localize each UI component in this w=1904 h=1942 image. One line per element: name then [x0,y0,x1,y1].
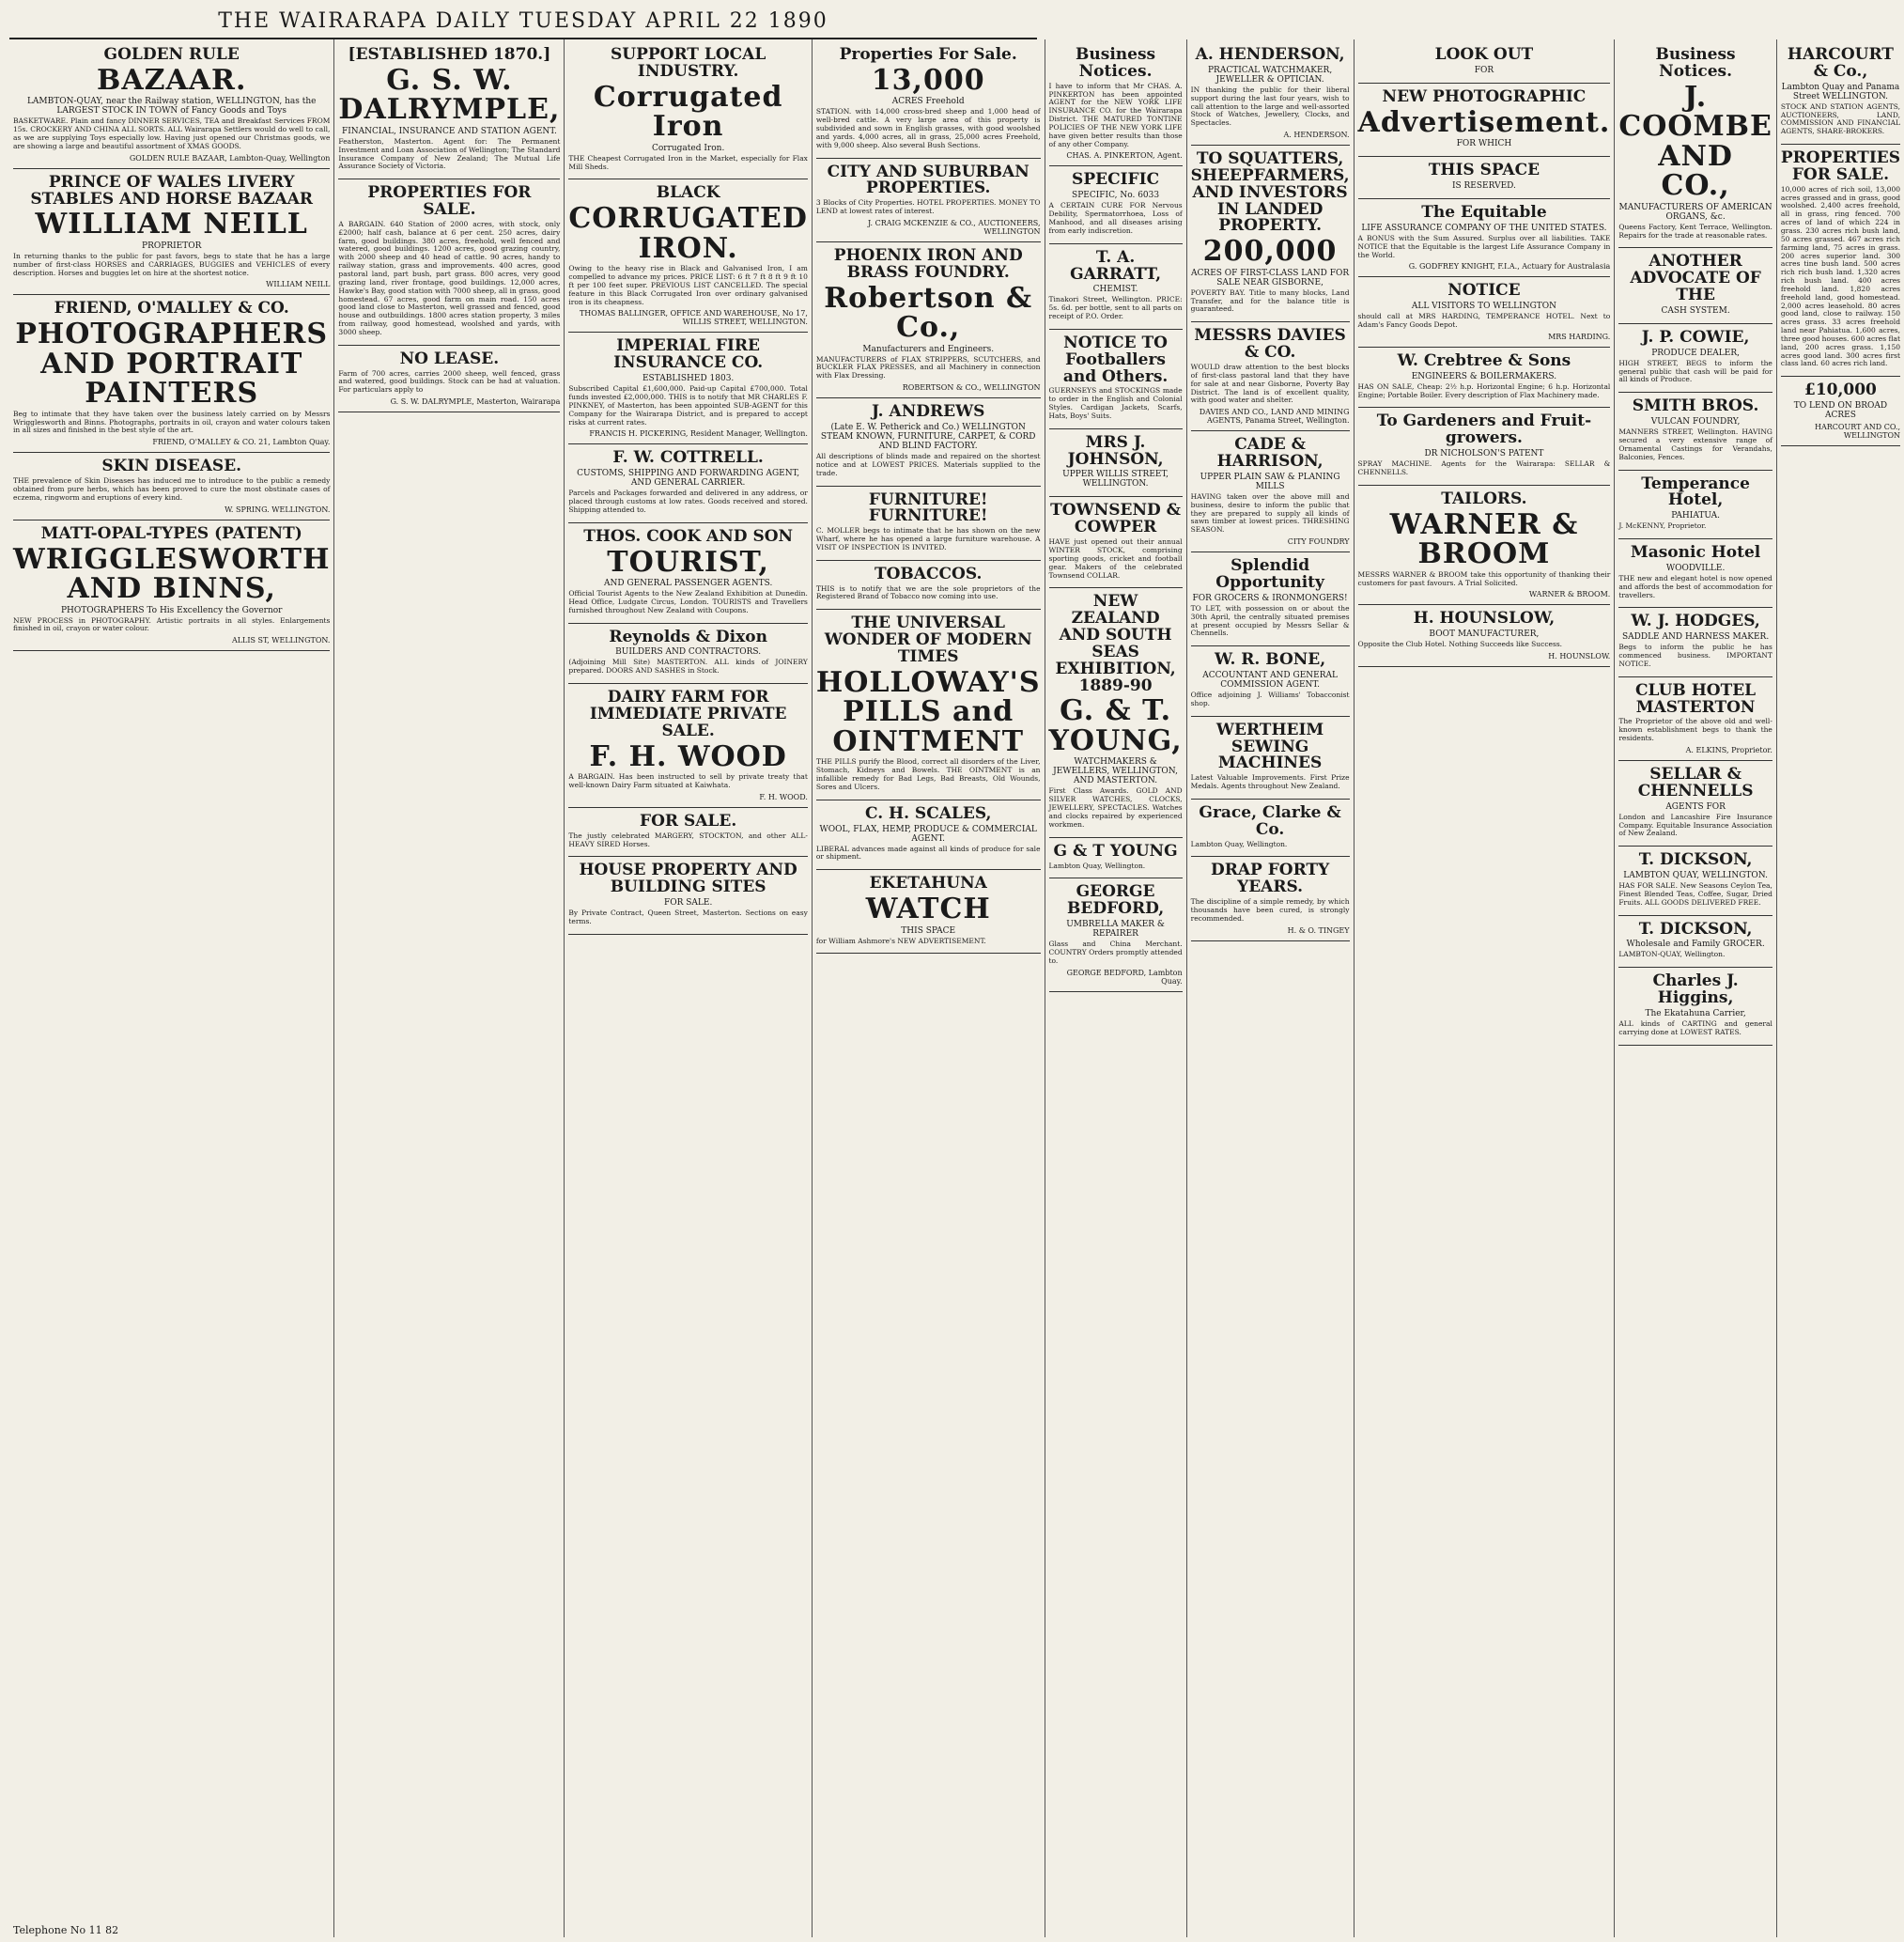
advertisement [338,41,560,179]
ad-subheading: UPPER PLAIN SAW & PLANING MILLS [1200,472,1340,491]
column-6 [1187,39,1354,1937]
advertisement [816,800,1041,871]
ad-subheading: FOR WHICH [1456,139,1512,149]
ad-subheading: TO LEND ON BROAD ACRES [1793,401,1888,421]
ad-heading: Grace, Clarke & Co. [1199,802,1341,839]
advertisement [1049,166,1183,243]
ad-body: Parcels and Packages forwarded and delivered in any address, or placed through customs at low rates. Goods received and stored. Shipping attended to. [568,489,808,514]
ad-heading: Business Notices. [1655,45,1736,81]
ad-heading: WERTHEIM SEWING MACHINES [1215,720,1324,773]
column-7 [1354,39,1616,1937]
advertisement [816,870,1041,954]
ad-signature: A. ELKINS, Proprietor. [1685,746,1772,754]
advertisement [1358,605,1611,667]
ad-subheading: ENGINEERS & BOILERMAKERS. [1411,371,1557,381]
ad-title: WATCH [865,893,991,926]
ad-body: ALL kinds of CARTING and general carrying done at LOWEST RATES. [1618,1018,1772,1036]
ad-body: HAS ON SALE, Cheap: 2½ h.p. Horizontal Engine; 6 h.p. Horizontal Engine; Portable Boiler. Every description of Flax Machinery made. [1357,381,1611,399]
ad-body: LAMBTON-QUAY, Wellington. [1618,950,1726,959]
ad-body: HAVE just opened out their annual WINTER STOCK, comprising sporting goods, cricket and football gear. Makers of the celebrated Townsend COLLAR. [1048,537,1183,580]
ad-heading: HOUSE PROPERTY AND BUILDING SITES [579,861,797,897]
advertisement [1049,588,1183,837]
advertisement [338,346,560,412]
ad-body: 3 Blocks of City Properties. HOTEL PROPERTIES. MONEY TO LEND at lowest rates of interest. [815,198,1041,216]
advertisement [1358,486,1611,606]
ad-subheading: ACCOUNTANT AND GENERAL COMMISSION AGENT. [1202,671,1338,691]
advertisement [1358,348,1611,409]
ad-subheading: PAHIATUA. [1671,511,1720,521]
advertisement [1618,761,1772,847]
ad-heading: SMITH BROS. [1632,396,1759,416]
columns [9,39,1901,1937]
ad-heading: NOTICE TO Footballers and Others. [1062,333,1169,386]
ad-signature: WILLIAM NEILL [266,280,331,289]
ad-subheading: CUSTOMS, SHIPPING AND FORWARDING AGENT, AND GENERAL CARRIER. [577,469,800,489]
ad-subheading: Wholesale and Family GROCER. [1626,940,1765,950]
ad-subheading: ACRES OF FIRST-CLASS LAND FOR SALE NEAR GISBORNE, [1191,268,1350,287]
ad-heading: W. Crebtree & Sons [1397,350,1571,370]
ad-title: BAZAAR. [96,63,247,97]
advertisement [816,561,1041,611]
ad-body: The Proprietor of the above old and well-known establishment begs to thank the residents. [1618,717,1772,743]
column-8 [1615,39,1777,1937]
ad-body: All descriptions of blinds made and repaired on the shortest notice and at LOWEST PRICES. Materials supplied to the trade. [815,452,1041,477]
ad-heading: SELLAR & CHENNELLS [1637,765,1754,800]
ad-heading: THOS. COOK AND SON [583,526,794,546]
ad-subheading: WATCHMAKERS & JEWELLERS, WELLINGTON, AND MASTERTON. [1053,757,1178,786]
ad-heading: TAILORS. [1441,489,1527,508]
ad-signature: HARCOURT AND CO., WELLINGTON [1815,423,1901,441]
ad-title: CORRUGATED IRON. [568,202,808,265]
advertisement [1618,968,1772,1045]
ad-subheading: MANUFACTURERS OF AMERICAN ORGANS, &c. [1618,202,1772,222]
ad-subheading: DR NICHOLSON'S PATENT [1424,449,1544,459]
masthead-title: THE WAIRARAPA DAILY TUESDAY APRIL 22 1890 [218,8,828,33]
ad-body: SPRAY MACHINE. Agents for the Wairarapa: SELLAR & CHENNELLS. [1357,459,1611,476]
ad-heading: LOOK OUT [1434,45,1534,64]
ad-body: THE PILLS purify the Blood, correct all disorders of the Liver, Stomach, Kidneys and Bowels. THE OINTMENT is an infallible remedy for Bad Legs, Bad Breasts, Old Wounds, Sores and Ulcers. [815,757,1041,791]
ad-heading: J. ANDREWS [871,402,985,422]
advertisement [568,857,808,934]
ad-subheading: PRACTICAL WATCHMAKER, JEWELLER & OPTICIAN. [1207,65,1333,85]
ad-heading: £10,000 [1804,381,1877,400]
ad-body: A BARGAIN. 640 Station of 2000 acres, with stock, only £2000; half cash, balance at 6 per cent. 250 acres, dairy farm, good buildings. 380 acres, freehold, well fenced and watered, good buildings. 1200 acres, good grazing country, with 2000 sheep and 40 head of cattle. 90 acres, handy to railway station, grass and improvements. 400 acres, good pastoral land, part bush, part grass. 800 acres, very good grazing land, river frontage, good buildings. 12,000 acres, Hawke's Bay, good station with 7000 sheep, all in grass, good homestead. 67 acres, good farm on main road. 150 acres good land close to Masterton, well grassed and fenced, good house and outbuildings. 1800 acres station property, 3 miles from railway, good homestead, woolshed and yards, with 3000 sheep. [338,219,561,336]
ad-subheading: SPECIFIC, No. 6033 [1072,191,1160,201]
ad-heading: GEORGE BEDFORD, [1067,882,1165,919]
ad-body: WOULD draw attention to the best blocks of first-class pastoral land that they have for sale at and near Gisborne, Poverty Bay District. The land is of excellent quality, with good water and shelter. [1190,363,1350,405]
advertisement [1618,608,1772,676]
ad-subheading: ALL VISITORS TO WELLINGTON [1411,302,1557,312]
ad-heading: FURNITURE! FURNITURE! [868,489,988,526]
ad-heading: GOLDEN RULE [103,45,240,64]
ad-signature: GOLDEN RULE BAZAAR, Lambton-Quay, Wellington [129,153,331,163]
ad-body: C. MOLLER begs to intimate that he has shown on the new Wharf, where he has opened a large furniture warehouse. A VISIT OF INSPECTION IS INVITED. [815,526,1041,552]
ad-signature: FRANCIS H. PICKERING, Resident Manager, Wellington. [589,429,808,439]
ad-body: 10,000 acres of rich soil, 13,000 acres grassed and in grass, good woolshed. 2,400 acres freehold, all in grass, ring fenced. 700 acres of land of which 224 in grass. 230 acres rich bush land, 50 acres grassed. 467 acres rich farming land, 75 acres in grass. 200 acres superior land. 300 acres tine bush land. 500 acres rich rich bush land. 1,320 acres rich bush land. 400 acres freehold land. 1,820 acres freehold land, good homestead. 2,000 acres leasehold. 80 acres good land, close to railway. 150 acres grass. 33 acres freehold land near Pahiatua. 1,600 acres, three good houses. 600 acres flat land, 200 acres grass. 1,150 acres good land. 300 acres first class land. 60 acres rich land. [1780,184,1901,368]
advertisement [1358,277,1611,348]
ad-heading: PROPERTIES FOR SALE. [367,183,532,220]
advertisement [816,242,1041,398]
column-9 [1777,39,1904,1937]
ad-signature: THOMAS BALLINGER, OFFICE AND WAREHOUSE, No 17, WILLIS STREET, WELLINGTON. [579,309,808,327]
ad-signature: WARNER & BROOM. [1528,590,1611,599]
advertisement [1049,497,1183,588]
ad-body: A BONUS with the Sum Assured. Surplus over all liabilities. TAKE NOTICE that the Equitable is the largest Life Assurance Company in the World. [1357,233,1611,259]
ad-heading: Properties For Sale. [839,45,1017,64]
ad-heading: T. DICKSON, [1638,919,1753,939]
advertisement [1191,857,1350,940]
ad-subheading: FOR [1474,65,1494,75]
ad-signature: DAVIES AND CO., LAND AND MINING AGENTS, Panama Street, Wellington. [1199,408,1350,426]
ad-title: Corrugated Iron [593,80,783,144]
ad-subheading: PROPRIETOR [142,241,202,251]
ad-subheading: Lambton Quay and Panama Street WELLINGTON. [1781,82,1900,101]
advertisement [338,179,560,346]
ad-heading: The Equitable [1421,203,1547,223]
ad-signature: A. HENDERSON. [1283,131,1350,140]
advertisement [1358,157,1611,199]
ad-heading: SPECIFIC [1072,170,1160,190]
ad-heading: G & T YOUNG [1053,841,1178,861]
ad-body: Opposite the Club Hotel. Nothing Succeeds like Success. [1357,640,1563,649]
ad-title: WRIGGLESWORTH AND BINNS, [13,542,331,606]
advertisement [1781,41,1900,145]
ad-signature: H. HOUNSLOW. [1548,652,1611,661]
ad-body: HIGH STREET, BEGS to inform the general public that cash will be paid for all kinds of Produce. [1618,358,1772,384]
ad-body: Featherston, Masterton. Agent for: The Permanent Investment and Loan Association of Wellington; The Standard Insurance Company of New Zealand; The Mutual Life Assurance Society of Victoria. [338,136,561,171]
ad-body: Lambton Quay, Wellington. [1190,839,1288,848]
ad-body: MANNERS STREET, Wellington. HAVING secured a very extensive range of Ornamental Castings for Verandahs, Balconies, Fences. [1618,427,1772,461]
advertisement [1618,847,1772,915]
ad-body: BASKETWARE. Plain and fancy DINNER SERVICES, TEA and Breakfast Services FROM 15s. CROCKERY AND CHINA ALL SORTS. ALL Wairarapa Settlers would do well to call, as we are supplying Toys especially low. Having just opened our Christmas goods, we are showing a large and beautiful assortment of XMAS GOODS. [13,117,331,150]
advertisement [1191,552,1350,646]
ad-body: Begs to inform the public he has commenced business. IMPORTANT NOTICE. [1618,643,1772,668]
ad-heading: HARCOURT & Co., [1787,45,1894,81]
ad-body: Lambton Quay, Wellington. [1048,861,1146,870]
ad-subheading: LAMBTON-QUAY, near the Railway station, WELLINGTON, has the LARGEST STOCK IN TOWN of Fancy Goods and Toys [26,97,317,117]
advertisement [816,41,1041,159]
advertisement [13,520,330,652]
ad-body: Office adjoining J. Williams' Tobacconist shop. [1190,691,1350,707]
ad-heading: C. H. SCALES, [864,803,992,823]
ad-signature: ALLIS ST, WELLINGTON. [231,636,331,645]
ad-heading: FRIEND, O'MALLEY & CO. [54,299,289,318]
ad-title: WARNER & BROOM [1389,507,1579,571]
advertisement [568,41,808,179]
ad-body: should call at MRS HARDING, TEMPERANCE HOTEL. Next to Adam's Fancy Goods Depot. [1357,312,1611,330]
ad-heading: PROPERTIES FOR SALE. [1780,148,1901,184]
ad-body: Owing to the heavy rise in Black and Galvanised Iron, I am compelled to advance my prices. PRICE LIST: 6 ft 7 ft 8 ft 9 ft 10 ft per 100 feet super. PREVIOUS LIST CANCELLED. The special feature in this Black Corrugated Iron over ordinary galvanised iron is its cheapness. [568,264,808,306]
ad-heading: FOR SALE. [640,811,737,831]
advertisement [1618,471,1772,540]
advertisement [568,808,808,858]
ad-signature: ROBERTSON & CO., WELLINGTON [902,383,1041,393]
advertisement [1618,677,1772,761]
ad-body: THE prevalence of Skin Diseases has induced me to introduce to the public a remedy obtained from pure herbs, which has been proved to cure the most obstinate cases of eczema, ringworm and eruptions of every kind. [13,476,331,502]
ad-signature: H. & O. TINGEY [1287,925,1350,935]
advertisement [1191,431,1350,552]
ad-subheading: BUILDERS AND CONTRACTORS. [615,647,762,658]
advertisement [1781,145,1900,377]
column-5 [1045,39,1187,1937]
ad-subheading: LIFE ASSURANCE COMPANY OF THE UNITED STATES. [1361,223,1607,233]
ad-heading: PRINCE OF WALES LIVERY STABLES AND HORSE BAZAAR [30,172,314,209]
ad-heading: A. HENDERSON, [1195,45,1345,64]
ad-heading: TOBACCOS. [874,564,983,583]
ad-heading: CADE & HARRISON, [1216,435,1324,472]
ad-subheading: PRODUCE DEALER, [1651,348,1740,358]
ad-signature: G. GODFREY KNIGHT, F.I.A., Actuary for Australasia [1408,262,1611,272]
ad-body: Subscribed Capital £1,600,000. Paid-up Capital £700,000. Total funds invested £2,000,000. THIS is to notify that MR CHARLES F. PINKNEY, of Masterton, has been appointed SUB-AGENT for this Company for the Wairarapa District, and is prepared to accept risks at current rates. [568,384,808,427]
ad-body: In returning thanks to the public for past favors, begs to state that he has a large number of first-class HORSES and CARRIAGES, BUGGIES and VEHICLES of every description. Horses and buggies let on hire at the shortest notice. [13,251,331,277]
advertisement [1618,539,1772,608]
ad-signature: CHAS. A. PINKERTON, Agent. [1066,151,1183,161]
ad-title: G. & T. YOUNG, [1048,694,1183,757]
ad-body: Glass and China Merchant. COUNTRY Orders promptly attended to. [1048,940,1183,965]
ad-body: A BARGAIN. Has been instructed to sell by private treaty that well-known Dairy Farm situated at Kaiwhata. [568,772,808,789]
ad-title: G. S. W. DALRYMPLE, [338,63,561,127]
ad-heading: BLACK [656,183,720,203]
ad-subheading: PHOTOGRAPHERS To His Excellency the Governor [60,605,283,615]
advertisement [1049,838,1183,879]
advertisement [1049,878,1183,991]
ad-heading: DRAP FORTY YEARS. [1210,861,1330,897]
ad-body: THE new and elegant hotel is now opened and affords the best of accommodation for travellers. [1618,573,1772,599]
ad-body: POVERTY BAY. Title to many blocks, Land Transfer, and for the balance title is guaranteed. [1190,287,1350,314]
ad-heading: Splendid Opportunity [1215,556,1324,592]
advertisement [1191,800,1350,858]
ad-title: WILLIAM NEILL [35,208,308,241]
ad-title: TOURIST, [607,545,769,579]
ad-body: By Private Contract, Queen Street, Masterton. Sections on easy terms. [568,909,808,925]
ad-subheading: Corrugated Iron. [651,143,725,153]
advertisement [568,684,808,808]
ad-heading: NEW ZEALAND AND SOUTH SEAS EXHIBITION, 1889-90 [1055,592,1176,695]
ad-subheading: SADDLE AND HARNESS MAKER. [1621,632,1770,643]
ad-heading: Charles J. Higgins, [1652,971,1739,1008]
ad-body: A CERTAIN CURE FOR Nervous Debility, Spermatorrhoea, Loss of Manhood, and all diseases arising from early indiscretion. [1048,201,1183,235]
ad-body: The discipline of a simple remedy, by which thousands have been cured, is strongly recommended. [1190,897,1350,923]
ad-heading: J. P. COWIE, [1641,327,1750,347]
ad-subheading: The Ekatahuna Carrier, [1645,1008,1746,1018]
advertisement [1049,41,1183,166]
ad-body: STOCK AND STATION AGENTS, AUCTIONEERS, LAND, COMMISSION AND FINANCIAL AGENTS, SHARE-BROKERS. [1780,101,1901,136]
advertisement [568,523,808,624]
ad-body: for William Ashmore's NEW ADVERTISEMENT. [815,936,986,945]
ad-heading: T. DICKSON, [1638,850,1753,870]
advertisement [13,169,330,296]
ad-title: HOLLOWAY'S PILLS and OINTMENT [815,665,1041,758]
ad-signature: G. S. W. DALRYMPLE, Masterton, Wairarapa [390,397,561,407]
ad-subheading: AGENTS FOR [1665,801,1726,812]
ad-heading: EKETAHUNA [869,874,987,893]
ad-heading: To Gardeners and Fruit-growers. [1376,412,1592,448]
ad-body: I have to inform that Mr CHAS. A. PINKERTON has been appointed AGENT for the NEW YORK LIFE INSURANCE CO. for the Wairarapa District. THE MATURED TONTINE POLICIES OF THE NEW YORK LIFE have given better results than those of any other Company. [1048,81,1183,148]
ad-subheading: FINANCIAL, INSURANCE AND STATION AGENT. [341,126,557,136]
ad-heading: NOTICE [1447,281,1521,301]
advertisement [1358,41,1611,84]
ad-body: GUERNSEYS and STOCKINGS made to order in the English and Colonial Styles. Cardigan Jackets, Scarfs, Hats, Boys' Suits. [1048,386,1183,420]
ad-subheading: WOODVILLE. [1665,563,1726,573]
advertisement [816,487,1041,561]
ad-title: J. COOMBE AND CO., [1618,80,1772,203]
ad-subheading: VULCAN FOUNDRY, [1650,417,1741,427]
advertisement [1049,429,1183,498]
ad-heading: DAIRY FARM FOR IMMEDIATE PRIVATE SALE. [589,688,787,740]
ad-heading: MATT-OPAL-TYPES (PATENT) [40,523,302,543]
masthead [9,4,1037,39]
ad-subheading: ESTABLISHED 1803. [642,374,735,384]
ad-subheading: FOR SALE. [663,898,713,909]
ad-title: F. H. WOOD [589,739,787,773]
ad-body: NEW PROCESS in PHOTOGRAPHY. Artistic portraits in all styles. Enlargements finished in oil, crayon or water colour. [13,615,331,633]
advertisement [13,41,330,169]
advertisement [1358,408,1611,485]
ad-heading: THIS SPACE [1428,161,1540,180]
advertisement [1781,377,1900,446]
advertisement [1191,646,1350,717]
ad-heading: Business Notices. [1076,45,1156,81]
advertisement [13,295,330,453]
ad-subheading: FOR GROCERS & IRONMONGERS! [1192,593,1348,603]
advertisement [568,179,808,333]
ad-heading: SUPPORT LOCAL INDUSTRY. [610,45,766,81]
ad-title: Robertson & Co., [824,281,1033,345]
ad-heading: TOWNSEND & COWPER [1050,501,1182,537]
column-2 [334,39,565,1937]
ad-heading: W. R. BONE, [1215,650,1326,670]
ad-body: The justly celebrated MARGERY, STOCKTON, and other ALL-HEAVY SIRED Horses. [568,831,808,848]
ad-signature: CITY FOUNDRY [1287,537,1350,547]
advertisement [1618,916,1772,969]
advertisement [1358,84,1611,157]
ad-heading: MESSRS DAVIES & CO. [1194,326,1346,363]
ad-heading: T. A. GARRATT, [1070,247,1162,284]
ad-heading: SKIN DISEASE. [101,457,242,476]
advertisement [1618,248,1772,324]
ad-heading: IMPERIAL FIRE INSURANCE CO. [613,336,764,373]
ad-body: THIS is to notify that we are the sole proprietors of the Registered Brand of Tobacco now coming into use. [815,583,1041,601]
ad-subheading: AND GENERAL PASSENGER AGENTS. [603,579,773,589]
ad-body: Queens Factory, Kent Terrace, Wellington. Repairs for the trade at reasonable rates. [1618,222,1772,240]
advertisement [1618,324,1772,393]
ad-heading: CLUB HOTEL MASTERTON [1635,680,1757,717]
ad-heading: MRS J. JOHNSON, [1067,432,1164,469]
ad-subheading: CASH SYSTEM. [1661,305,1730,316]
ad-heading: CITY AND SUBURBAN PROPERTIES. [827,162,1029,198]
ad-subheading: BOOT MANUFACTURER, [1429,629,1540,640]
advertisement [1191,717,1350,800]
ad-body: THE Cheapest Corrugated Iron in the Market, especially for Flax Mill Sheds. [568,153,808,171]
advertisement [1049,244,1183,330]
ad-heading: W. J. HODGES, [1631,612,1760,631]
ad-body: STATION. with 14,000 cross-bred sheep and 1,000 head of well-bred cattle. A very large area of this property is subdivided and sown in English grasses, with good woolshed and yards. 4,000 acres, all in grass, 25,000 acres Freehold, with 9,000 sheep. Also several Bush Sections. [815,107,1041,149]
advertisement [816,610,1041,800]
folio-phone: Telephone No 11 82 [13,1924,119,1936]
advertisement [1049,330,1183,429]
ad-signature: FRIEND, O'MALLEY & CO. 21, Lambton Quay. [152,438,331,447]
ad-heading: F. W. COTTRELL. [612,448,764,468]
advertisement [568,624,808,685]
advertisement [13,453,330,520]
ad-subheading: (Late E. W. Petherick and Co.) WELLINGTON STEAM KNOWN, FURNITURE, CARPET, & CORD AND BLIND FACTORY. [820,423,1036,451]
advertisement [568,333,808,444]
ad-body: IN thanking the public for their liberal support during the last four years, wish to call attention to the large and well-assorted Stock of Watches, Jewellery, Clocks, and Spectacles. [1190,85,1350,128]
ad-body: MANUFACTURERS of FLAX STRIPPERS, SCUTCHERS, and BUCKLER FLAX PRESSES, and all Machinery in connection with Flax Dressing. [815,354,1041,381]
column-4 [813,39,1045,1937]
ad-subheading: UPPER WILLIS STREET, WELLINGTON. [1062,470,1169,489]
advertisement [1618,41,1772,248]
ad-subheading: IS RESERVED. [1451,181,1516,192]
advertisement [1191,41,1350,146]
ad-title: Advertisement. [1357,105,1611,139]
ad-body: Tinakori Street, Wellington. PRICE: 5s. 6d. per bottle, sent to all parts on receipt of P.O. Order. [1048,295,1183,321]
ad-heading: Temperance Hotel, [1641,474,1750,510]
ad-signature: W. SPRING. WELLINGTON. [224,505,331,514]
ad-heading: NO LEASE. [399,349,500,368]
ad-body: HAS FOR SALE. New Seasons Ceylon Tea, Finest Blended Teas, Coffee, Sugar, Dried Fruits. ALL GOODS DELIVERED FREE. [1618,881,1772,907]
ad-body: Beg to intimate that they have taken over the business lately carried on by Messrs Wrigglesworth and Binns. Photographs, portraits in oil, crayon and water colours taken in all sizes and finished in the best style of the art. [13,409,331,435]
ad-heading: THE UNIVERSAL WONDER OF MODERN TIMES [824,614,1032,666]
ad-heading: NEW PHOTOGRAPHIC [1382,86,1587,106]
ad-signature: F. H. WOOD. [759,792,808,801]
advertisement [816,398,1041,486]
advertisement [1191,322,1350,431]
ad-heading: [ESTABLISHED 1870.] [348,45,551,64]
column-1 [9,39,334,1937]
ad-subheading: WOOL, FLAX, HEMP, PRODUCE & COMMERCIAL AGENT. [819,824,1037,844]
ad-subheading: UMBRELLA MAKER & REPAIRER [1066,920,1165,940]
advertisement [1618,393,1772,470]
ad-body: Official Tourist Agents to the New Zealand Exhibition at Dunedin. Head Office, Ludgate Circus, London. TOURISTS and Travellers furnished throughout New Zealand with Coupons. [568,589,808,614]
ad-body: First Class Awards. GOLD AND SILVER WATCHES, CLOCKS, JEWELLERY, SPECTACLES. Watches and clocks repaired by experienced workmen. [1048,786,1183,829]
advertisement [1358,199,1611,277]
ad-signature: MRS HARDING. [1548,332,1611,341]
column-3 [565,39,813,1937]
ad-signature: GEORGE BEDFORD, Lambton Quay. [1066,968,1183,986]
ad-heading: H. HOUNSLOW, [1413,609,1556,629]
ad-subheading: CHEMIST. [1092,285,1138,295]
ad-heading: TO SQUATTERS, SHEEPFARMERS, AND INVESTORS IN LANDED PROPERTY. [1190,149,1350,236]
ad-body: LIBERAL advances made against all kinds of produce for sale or shipment. [815,844,1041,862]
ad-heading: Masonic Hotel [1630,543,1761,563]
ad-body: Latest Valuable Improvements. First Prize Medals. Agents throughout New Zealand. [1190,773,1350,791]
ad-heading: ANOTHER ADVOCATE OF THE [1630,252,1761,305]
ad-body: HAVING taken over the above mill and business, desire to inform the public that they are prepared to supply all kinds of sawn timber at lowest prices. THRESHING SEASON. [1190,491,1350,535]
ad-body: Farm of 700 acres, carries 2000 sheep, well fenced, grass and watered, good buildings. Stock can be had at valuation. For particulars apply to [338,368,561,395]
ad-body: MESSRS WARNER & BROOM take this opportunity of thanking their customers for past favours. A Trial Solicited. [1357,569,1611,587]
ad-heading: Reynolds & Dixon [609,627,767,646]
ad-subheading: Manufacturers and Engineers. [862,344,995,354]
ad-body: (Adjoining Mill Site) MASTERTON. ALL kinds of JOINERY prepared. DOORS AND SASHES in Stock. [568,658,808,676]
ad-body: London and Lancashire Fire Insurance Company. Equitable Insurance Association of New Zealand. [1618,812,1772,838]
ad-body: J. McKENNY, Proprietor. [1618,521,1707,531]
ad-body: TO LET, with possession on or about the 30th April, the centrally situated premises at present occupied by Messrs Sellar & Chennells. [1190,603,1350,638]
ad-subheading: THIS SPACE [901,925,956,936]
advertisement [568,444,808,522]
ad-subheading: ACRES Freehold [891,97,965,107]
ad-title: 200,000 [1202,235,1338,269]
ad-signature: J. CRAIG MCKENZIE & CO., AUCTIONEERS, WELLINGTON [867,218,1041,236]
ad-title: 13,000 [871,63,985,97]
advertisement [1191,146,1350,322]
advertisement [816,159,1041,242]
ad-heading: PHOENIX IRON AND BRASS FOUNDRY. [833,245,1023,282]
ad-subheading: LAMBTON QUAY, WELLINGTON. [1623,871,1768,881]
ad-title: PHOTOGRAPHERS AND PORTRAIT PAINTERS [15,318,329,411]
